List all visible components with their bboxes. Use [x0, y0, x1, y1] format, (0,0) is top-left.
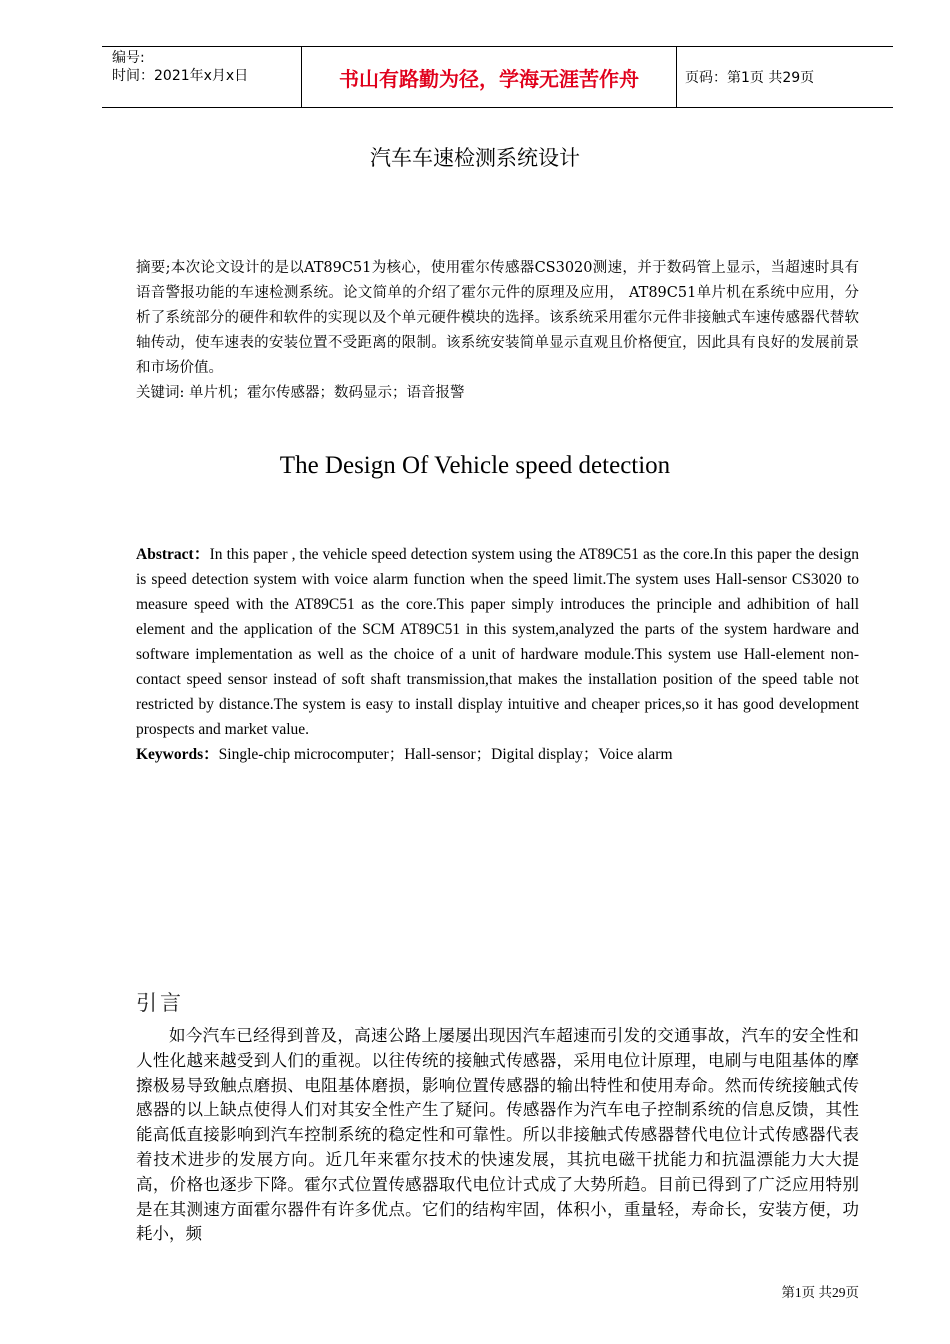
- keywords-en-label: Keywords：: [136, 746, 219, 763]
- keywords-cn-text: : 单片机；霍尔传感器；数码显示；语音报警: [179, 385, 465, 401]
- header-meta: [102, 47, 302, 107]
- title-english: The Design Of Vehicle speed detection: [279, 452, 671, 479]
- abstract-cn-text: ;本次论文设计的是以AT89C51为核心，使用霍尔传感器CS3020测速，并于数码管上显示，当超速时具有语音警报功能的车速检测系统。论文简单的介绍了霍尔元件的原理及应用， AT89C51单片机在系统中应用，分析了系统部分的硬件和软件的实现以及个单元硬件模块的选择。该系统采用霍尔元件非接触式车速传感器代替软轴传动，使车速表的安装位置不受距离的限制。该系统安装简单显示直观且价格便宜，因此具有良好的发展前景和市场价值。: [136, 260, 859, 376]
- page-header: [102, 46, 893, 108]
- keywords-english: [136, 742, 859, 767]
- abstract-chinese: [136, 256, 859, 381]
- intro-paragraph: 如今汽车已经得到普及，高速公路上屡屡出现因汽车超速而引发的交通事故，汽车的安全性和人性化越来越受到人们的重视。以往传统的接触式传感器，采用电位计原理，电刷与电阻基体的摩擦极易导致触点磨损、电阻基体磨损，影响位置传感器的输出特性和使用寿命。然而传统接触式传感器的以上缺点使得人们对其安全性产生了疑问。传感器作为汽车电子控制系统的信息反馈，其性能高低直接影响到汽车控制系统的稳定性和可靠性。所以非接触式传感器替代电位计式传感器代表着技术进步的发展方向。近几年来霍尔技术的快速发展，其抗电磁干扰能力和抗温漂能力大大提高，价格也逐步下降。霍尔式位置传感器取代电位计式成了大势所趋。目前已得到了广泛应用特别是在其测速方面霍尔器件有许多优点。它们的结构牢固，体积小，重量轻，寿命长，安装方便，功耗小，频: [136, 1026, 859, 1244]
- keywords-chinese: [136, 381, 859, 406]
- code-label: 编号:: [112, 50, 145, 66]
- title-chinese: 汽车车速检测系统设计: [370, 146, 580, 170]
- abstract-cn-label: 摘要: [136, 260, 166, 276]
- time-label: 时间：2021年x月x日: [112, 68, 249, 84]
- header-motto: 书山有路勤为径，学海无涯苦作舟: [302, 47, 677, 107]
- header-page-info: 页码：第1页 共29页: [685, 70, 815, 86]
- page-footer: 第1页 共29页: [781, 1285, 859, 1300]
- abstract-english: [136, 542, 859, 742]
- abstract-en-text: In this paper , the vehicle speed detection system using the AT89C51 as the core.In this paper the design is speed detection system with voice alarm function when the speed limit.The system uses Hall-sensor CS3020 to measure speed with the AT89C51 as the core.This paper simply introduces the principle and adhibition of hall element and the application of the SCM AT89C51 in this system,analyzed the parts of the system hardware and software implementation as well as the choice of a unit of hardware module.This system use Hall-element non-contact speed sensor instead of soft shaft transmission,that makes the installation position of the speed table not restricted by distance.The system is easy to install display intuitive and cheaper prices,so it has good development prospects and market value.: [136, 546, 859, 738]
- keywords-en-text: Single-chip microcomputer；Hall-sensor；Digital display；Voice alarm: [218, 746, 673, 763]
- abstract-en-label: Abstract：: [136, 546, 210, 563]
- intro-heading: 引言: [136, 991, 184, 1015]
- keywords-cn-label: 关键词: [136, 385, 180, 401]
